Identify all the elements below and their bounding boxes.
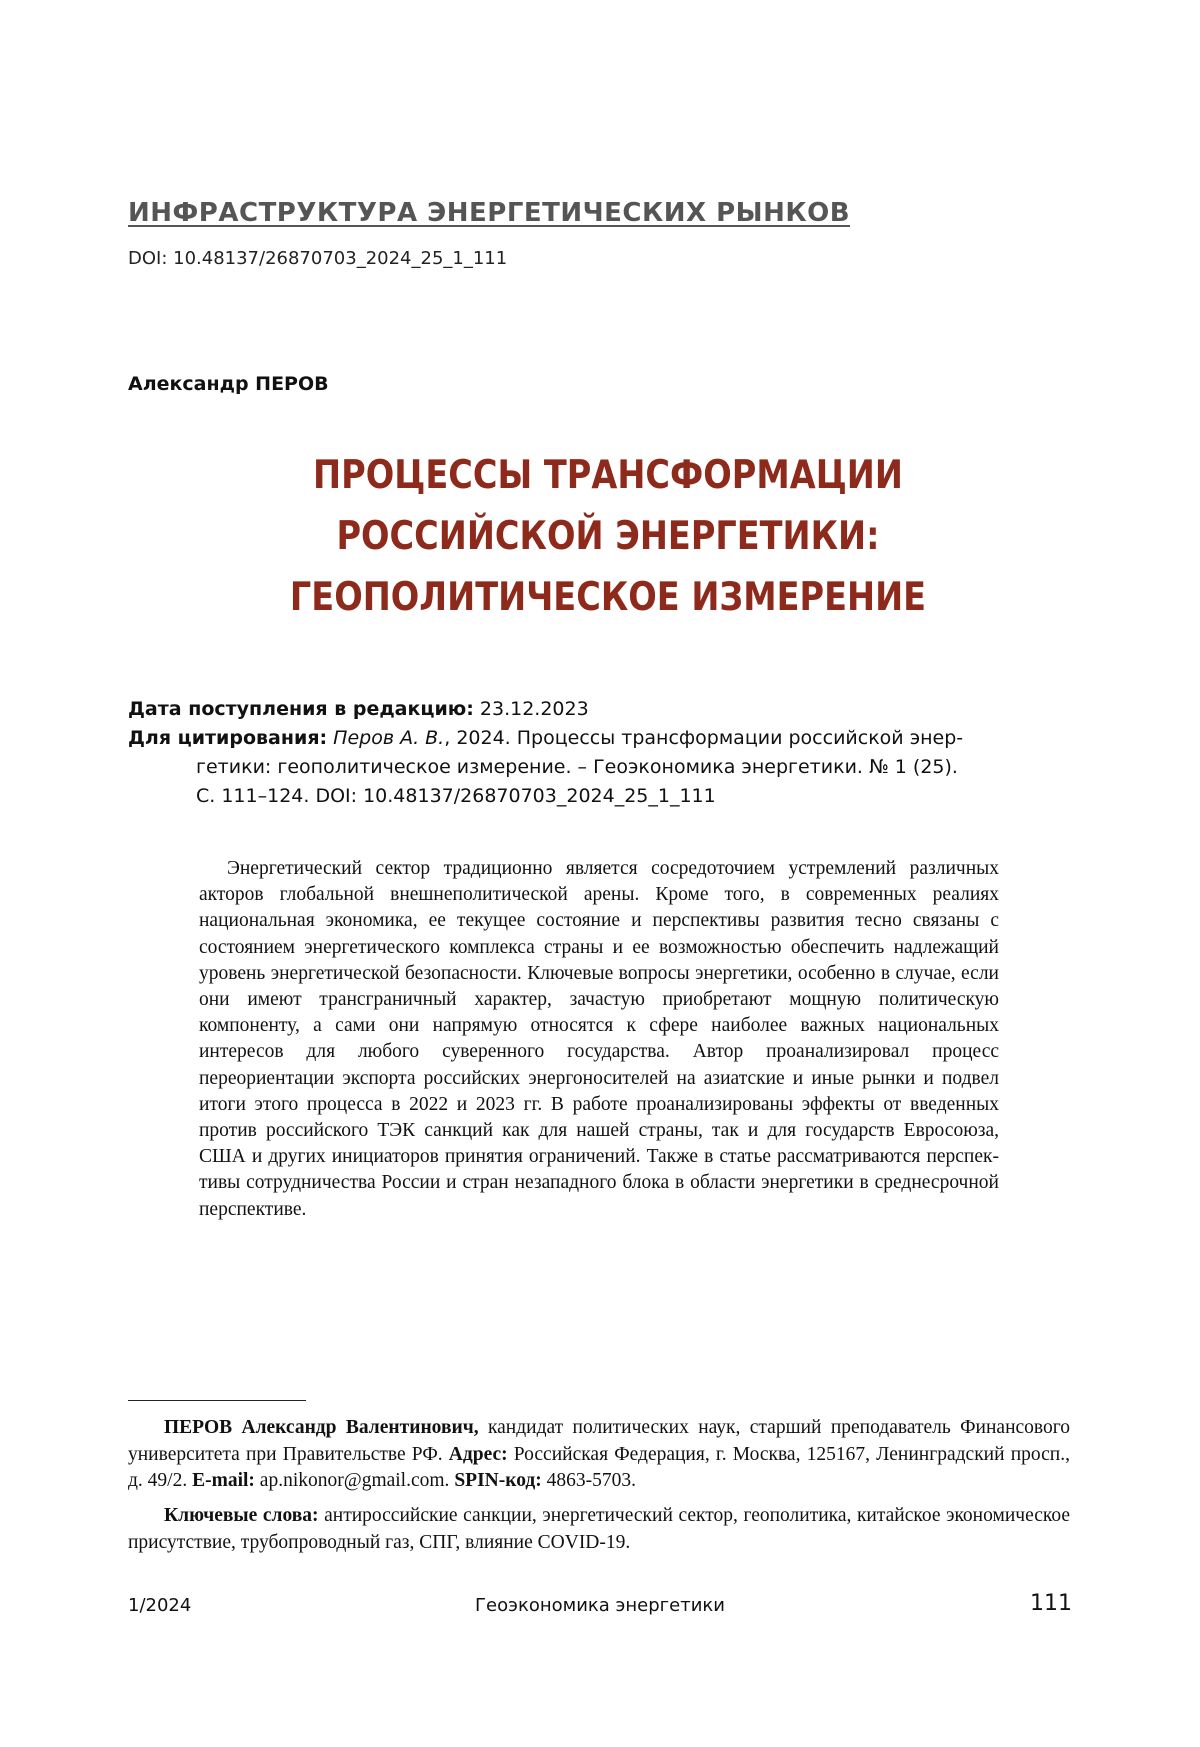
title-line: ПРОЦЕССЫ ТРАНСФОРМАЦИИ: [313, 453, 903, 498]
journal-name: Геоэкономика энергетики: [475, 1595, 725, 1616]
citation-line: гетики: геополитическое измерение. – Геоэкономика энергетики. № 1 (25).: [196, 756, 958, 778]
abstract: Энергетический сектор традиционно является сосредоточием устремлений различных акторов глобальной внешнеполитической арены. Кроме того, в современных реалиях национальная экономика, ее текущее состояние и перспективы развития тесно связаны с состоянием энергетического комплекса страны и ее возможностью обеспечить надлежащий уровень энергетической безопасности. Ключевые вопросы энергетики, особенно в случае, если они имеют трансграничный характер, зачастую приобретают мощную политическую компоненту, а сами они напрямую относятся к сфере наиболее важных национальных интересов для любого суверенного государства. Автор проанализировал процесс переориентации экспорта российских энергоносителей на азиатские и иные рынки и подвел итоги этого процесса в 2022 и 2023 гг. В работе проанализированы эффекты от введенных против российского ТЭК санкций как для нашей страны, так и для государств Евросоюза, США и других инициаторов принятия ограничений. Также в статье рассматриваются перспективы сотрудничества России и стран незападного блока в области энергетики в среднесрочной перспективе.: [199, 858, 999, 1220]
author-footnote: [128, 1415, 1070, 1495]
author-name: Александр ПЕРОВ: [128, 373, 329, 395]
page-number: 111: [1030, 1591, 1072, 1616]
keywords-value: антироссийские санкции, энергетический сектор, геополитика, китайское экономическое присутствие, трубопроводный газ, СПГ, влияние COVID-19.: [128, 1505, 1071, 1553]
title-line: РОССИЙСКОЙ ЭНЕРГЕТИКИ:: [336, 514, 880, 559]
section-title: ИНФРАСТРУКТУРА ЭНЕРГЕТИЧЕСКИХ РЫНКОВ: [128, 198, 851, 228]
citation-text: , 2024. Процессы трансформации российской энер-: [444, 727, 964, 749]
keywords-footnote: [128, 1503, 1070, 1556]
received-label: Дата поступления в редакцию:: [128, 698, 474, 720]
address-value: Российская Федерация, г. Москва, 125167, Ленинградский просп., д. 49/2.: [128, 1443, 1070, 1491]
doi[interactable]: DOI: 10.48137/26870703_2024_25_1_111: [128, 248, 508, 269]
article-meta: [128, 695, 1008, 811]
footnote-author-desc: кандидат политических наук, старший преподаватель Финансового университета при Правительстве РФ.: [128, 1417, 1070, 1465]
email-label: E-mail:: [192, 1470, 255, 1491]
footnote-divider: [128, 1400, 306, 1401]
address-label: Адрес:: [448, 1443, 508, 1465]
citation-label: Для цитирования:: [128, 727, 328, 749]
spin-value: 4863-5703.: [541, 1470, 637, 1491]
citation-author: Перов А. В.: [333, 727, 445, 749]
footnote-author-name: ПЕРОВ Александр Валентинович,: [164, 1417, 479, 1438]
keywords-label: Ключевые слова:: [164, 1505, 319, 1526]
title-line: ГЕОПОЛИТИЧЕСКОЕ ИЗМЕРЕНИЕ: [289, 575, 927, 620]
spin-label: SPIN-код:: [454, 1470, 542, 1491]
citation: [128, 724, 1008, 753]
email-link[interactable]: ap.nikonor@gmail.com.: [254, 1470, 455, 1491]
citation-line: С. 111–124. DOI: 10.48137/26870703_2024_25_1_111: [196, 785, 716, 807]
article-title: [195, 445, 1021, 628]
issue-number: 1/2024: [128, 1595, 192, 1616]
received-date: [128, 695, 1008, 724]
received-value: 23.12.2023: [473, 698, 589, 720]
